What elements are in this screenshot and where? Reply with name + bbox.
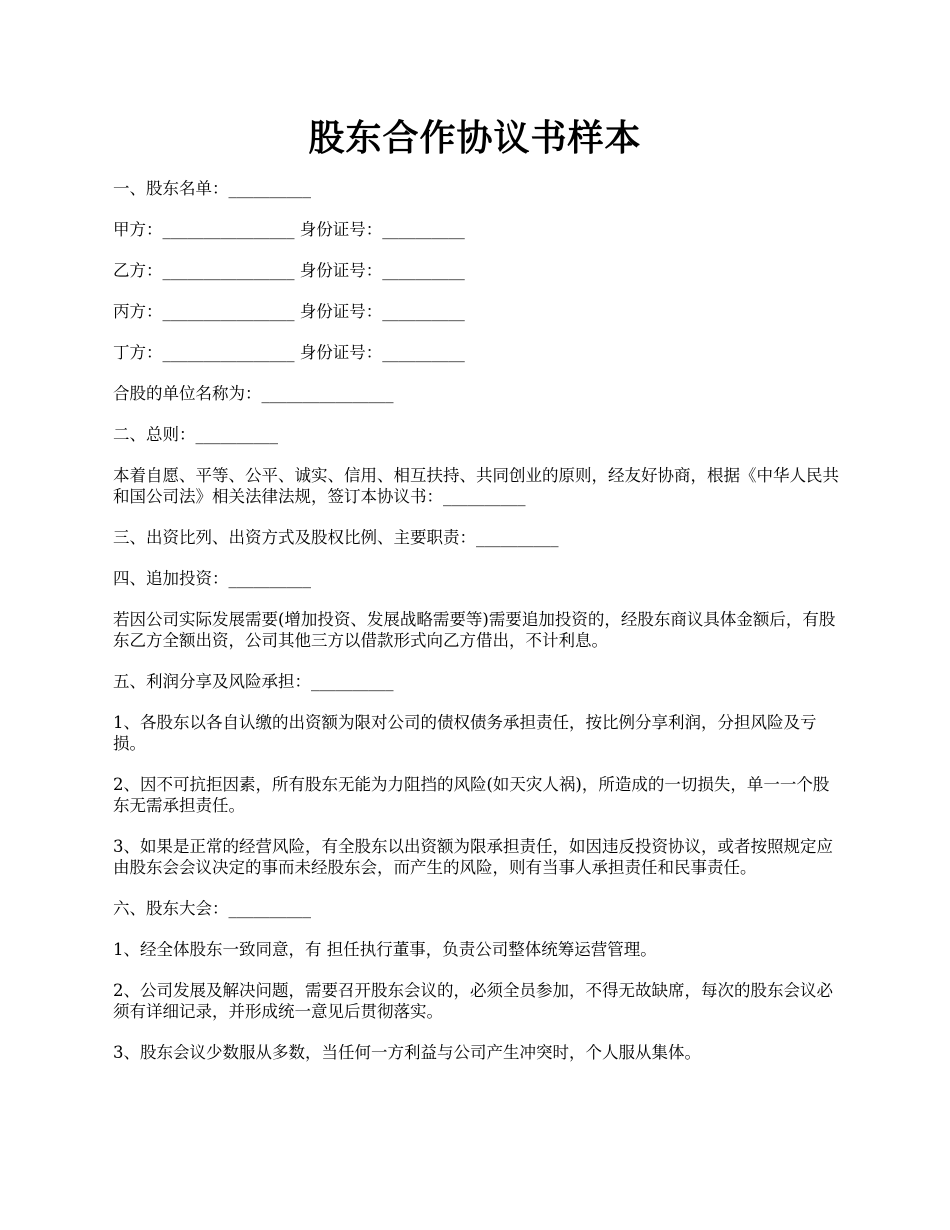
general-principles-paragraph: 本着自愿、平等、公平、诚实、信用、相互扶持、共同创业的原则，经友好协商，根据《中华人民共和国公司法》相关法律法规，签订本协议书：__________ <box>113 466 839 506</box>
meeting-item-3: 3、股东会议少数服从多数，当任何一方利益与公司产生冲突时，个人服从集体。 <box>113 1043 701 1062</box>
section-heading-capital: 三、出资比列、出资方式及股权比例、主要职责：__________ <box>113 528 559 547</box>
company-name-line: 合股的单位名称为：________________ <box>113 384 394 403</box>
party-d-line: 丁方：________________ 身份证号：__________ <box>113 343 465 362</box>
section-heading-shareholders-meeting: 六、股东大会：__________ <box>113 899 311 918</box>
section-heading-shareholders: 一、股东名单：__________ <box>113 179 311 198</box>
profit-risk-item-3: 3、如果是正常的经营风险，有全股东以出资额为限承担责任，如因违反投资协议，或者按照规定应由股东会会议决定的事而未经股东会，而产生的风险，则有当事人承担责任和民事责任。 <box>113 837 833 877</box>
section-heading-profit-risk: 五、利润分享及风险承担：__________ <box>113 672 394 691</box>
party-c-line: 丙方：________________ 身份证号：__________ <box>113 302 465 321</box>
profit-risk-item-1: 1、各股东以各自认缴的出资额为限对公司的债权债务承担责任，按比例分享利润，分担风险及亏损。 <box>113 713 817 753</box>
party-a-line: 甲方：________________ 身份证号：__________ <box>113 220 465 239</box>
meeting-item-1: 1、经全体股东一致同意，有 担任执行董事，负责公司整体统筹运营管理。 <box>113 940 657 959</box>
document-body <box>113 178 843 1083</box>
additional-investment-paragraph: 若因公司实际发展需要(增加投资、发展战略需要等)需要追加投资的，经股东商议具体金额后，有股东乙方全额出资，公司其他三方以借款形式向乙方借出，不计利息。 <box>113 610 836 650</box>
section-heading-additional-investment: 四、追加投资：__________ <box>113 569 311 588</box>
meeting-item-2: 2、公司发展及解决问题，需要召开股东会议的，必须全员参加，不得无故缺席，每次的股东会议必须有详细记录，并形成统一意见后贯彻落实。 <box>113 981 833 1021</box>
party-b-line: 乙方：________________ 身份证号：__________ <box>113 261 465 280</box>
document-title: 股东合作协议书样本 <box>308 117 642 159</box>
profit-risk-item-2: 2、因不可抗拒因素，所有股东无能为力阻挡的风险(如天灾人祸)，所造成的一切损失，单一一个股东无需承担责任。 <box>113 775 830 815</box>
section-heading-general: 二、总则：__________ <box>113 425 278 444</box>
